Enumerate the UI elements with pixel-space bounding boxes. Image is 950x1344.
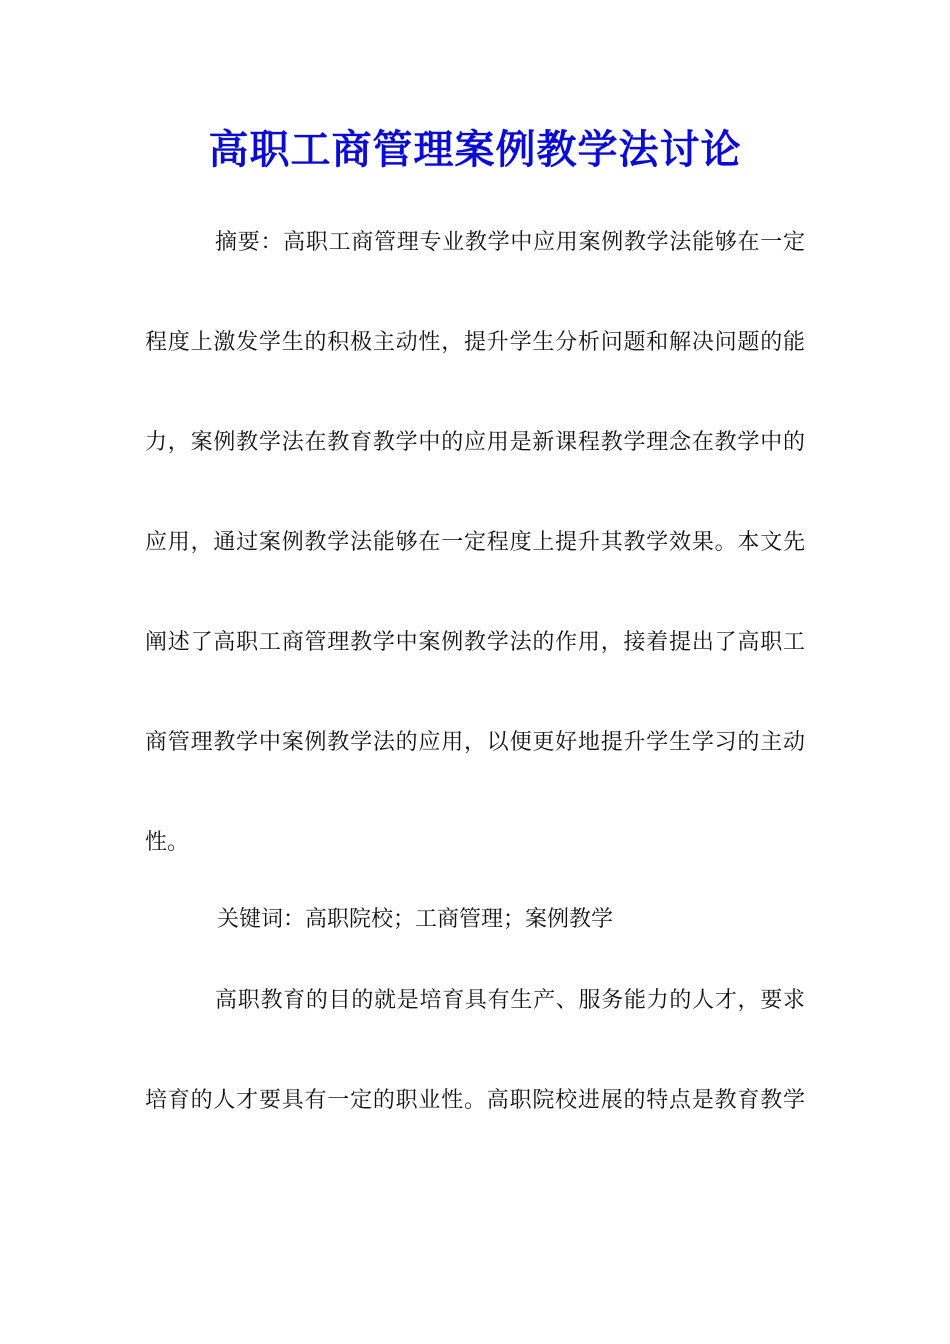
- abstract-line: 应用，通过案例教学法能够在一定程度上提升其教学效果。本文先: [145, 530, 805, 555]
- abstract-paragraph: [145, 228, 805, 928]
- keywords-line: 关键词：高职院校；工商管理；案例教学: [217, 907, 614, 932]
- intro-paragraph: [145, 986, 805, 1186]
- abstract-line: 力，案例教学法在教育教学中的应用是新课程教学理念在教学中的: [145, 430, 805, 455]
- intro-line: 培育的人才要具有一定的职业性。高职院校进展的特点是教育教学: [145, 1088, 805, 1113]
- abstract-line: 性。: [145, 830, 190, 855]
- abstract-line: 商管理教学中案例教学法的应用，以便更好地提升学生学习的主动: [145, 730, 805, 755]
- intro-line: 高职教育的目的就是培育具有生产、服务能力的人才，要求: [215, 988, 805, 1013]
- abstract-line: 摘要：高职工商管理专业教学中应用案例教学法能够在一定: [215, 230, 805, 255]
- document-title: 高职工商管理案例教学法讨论: [208, 126, 742, 173]
- abstract-line: 阐述了高职工商管理教学中案例教学法的作用，接着提出了高职工: [145, 630, 805, 655]
- abstract-line: 程度上激发学生的积极主动性，提升学生分析问题和解决问题的能: [145, 330, 805, 355]
